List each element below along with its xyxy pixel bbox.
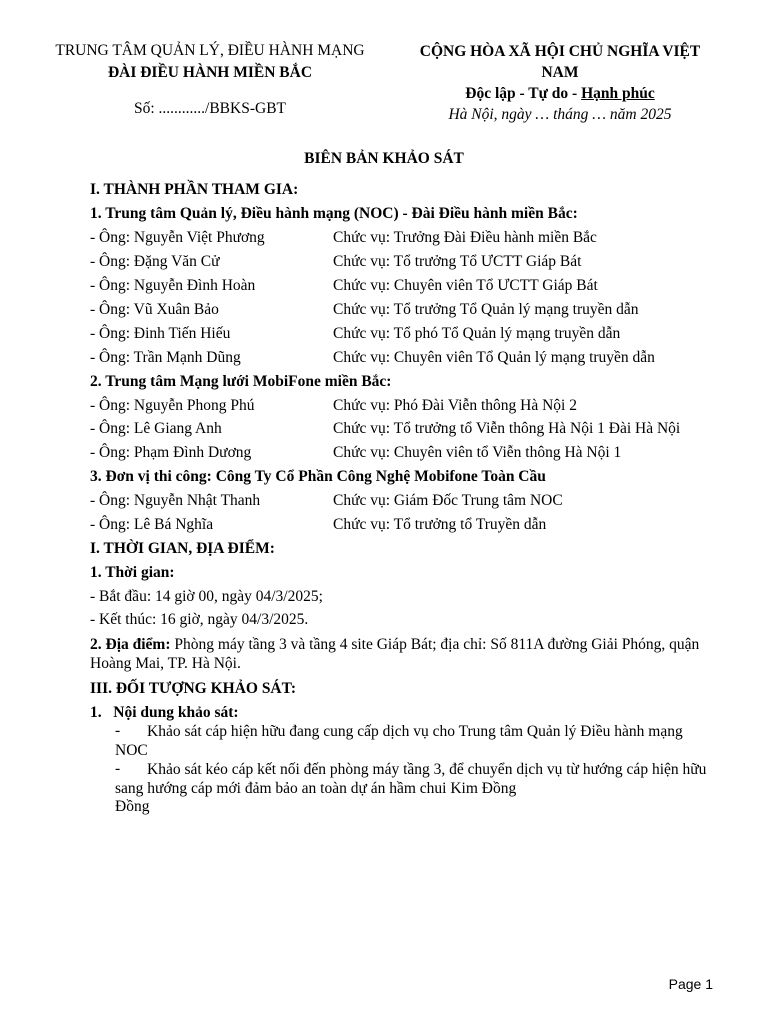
member-role: Chức vụ: Tổ trưởng Tổ Quản lý mạng truyền dẫn [333,301,639,318]
section-survey-heading: III. ĐỐI TƯỢNG KHẢO SÁT: [90,680,296,697]
org-parent-name: TRUNG TÂM QUẢN LÝ, ĐIỀU HÀNH MẠNG [55,42,365,59]
member-name: - Ông: Đinh Tiến Hiếu [90,325,231,342]
group-heading: 2. Trung tâm Mạng lưới MobiFone miền Bắc: [90,373,392,390]
member-name: - Ông: Phạm Đình Dương [90,444,252,461]
member-name: - Ông: Vũ Xuân Bảo [90,301,219,318]
nation-name: CỘNG HÒA XÃ HỘI CHỦ NGHĨA VIỆT NAM [419,43,701,81]
section-participants-heading: I. THÀNH PHẦN THAM GIA: [90,181,299,198]
national-motto [400,83,720,104]
member-name: - Ông: Trần Mạnh Dũng [90,349,241,366]
member-role: Chức vụ: Tổ trưởng tổ Truyền dẫn [333,516,547,533]
member-name: - Ông: Nguyễn Đình Hoàn [90,277,256,294]
member-role: Chức vụ: Chuyên viên tổ Viễn thông Hà Nội 1 [333,444,622,461]
place-paragraph [90,635,710,673]
bullet-text: Khảo sát kéo cáp kết nối đến phòng máy tầng 3, để chuyển dịch vụ từ hướng cáp hiện hữu sang hướng cáp mới đảm bảo an toàn dự án hầm chui Kim Đồng [115,761,707,797]
bullet-text: Khảo sát cáp hiện hữu đang cung cấp dịch vụ cho Trung tâm Quản lý Điều hành mạng NOC [115,723,683,759]
end-time: - Kết thúc: 16 giờ, ngày 04/3/2025. [90,611,309,628]
member-role: Chức vụ: Trưởng Đài Điều hành miền Bắc [333,229,597,246]
org-unit-name: ĐÀI ĐIỀU HÀNH MIỀN BẮC [107,64,313,81]
member-role: Chức vụ: Phó Đài Viễn thông Hà Nội 2 [333,397,577,414]
member-role: Chức vụ: Chuyên viên Tổ ƯCTT Giáp Bát [333,277,598,294]
member-role: Chức vụ: Tổ trưởng tổ Viễn thông Hà Nội 1 Đài Hà Nội [333,420,681,437]
bullet-dash: - [115,722,121,739]
issuing-organization [40,40,380,84]
member-name: - Ông: Nguyễn Phong Phú [90,397,255,414]
member-name: - Ông: Nguyễn Nhật Thanh [90,492,261,509]
member-role: Chức vụ: Tổ phó Tổ Quản lý mạng truyền dẫn [333,325,621,342]
place-text: Phòng máy tầng 3 và tầng 4 site Giáp Bát; địa chỉ: Số 811A đường Giải Phóng, quận Hoàng Mai, TP. Hà Nội. [90,636,700,672]
motto-part2: Hạnh phúc [581,85,655,102]
section-time-place-heading: I. THỜI GIAN, ĐỊA ĐIỂM: [90,540,275,557]
member-name: - Ông: Nguyễn Việt Phương [90,229,265,246]
member-name: - Ông: Lê Giang Anh [90,420,222,437]
member-name: - Ông: Đặng Văn Cử [90,253,220,270]
document-title: BIÊN BẢN KHẢO SÁT [304,150,464,167]
member-name: - Ông: Lê Bá Nghĩa [90,516,214,533]
member-role: Chức vụ: Tổ trưởng Tổ ƯCTT Giáp Bát [333,253,582,270]
trailing-text: Đồng [115,798,150,815]
start-time: - Bắt đầu: 14 giờ 00, ngày 04/3/2025; [90,588,323,605]
time-heading: 1. Thời gian: [90,564,175,581]
member-role: Chức vụ: Giám Đốc Trung tâm NOC [333,492,563,509]
survey-content-heading: 1. Nội dung khảo sát: [90,704,239,721]
page-number: Page 1 [668,976,713,992]
place-label: 2. Địa điểm: [90,636,171,653]
document-date: Hà Nội, ngày … tháng … năm 2025 [448,106,672,123]
national-header [400,41,720,125]
group-heading: 1. Trung tâm Quản lý, Điều hành mạng (NOC) - Đài Điều hành miền Bắc: [90,205,578,222]
bullet-dash: - [115,760,121,777]
document-number: Số: ............/BBKS-GBT [133,100,286,117]
group-heading: 3. Đơn vị thi công: Công Ty Cổ Phần Công Nghệ Mobifone Toàn Cầu [90,468,546,485]
motto-part1: Độc lập - Tự do - [465,85,582,102]
member-role: Chức vụ: Chuyên viên Tổ Quản lý mạng truyền dẫn [333,349,655,366]
